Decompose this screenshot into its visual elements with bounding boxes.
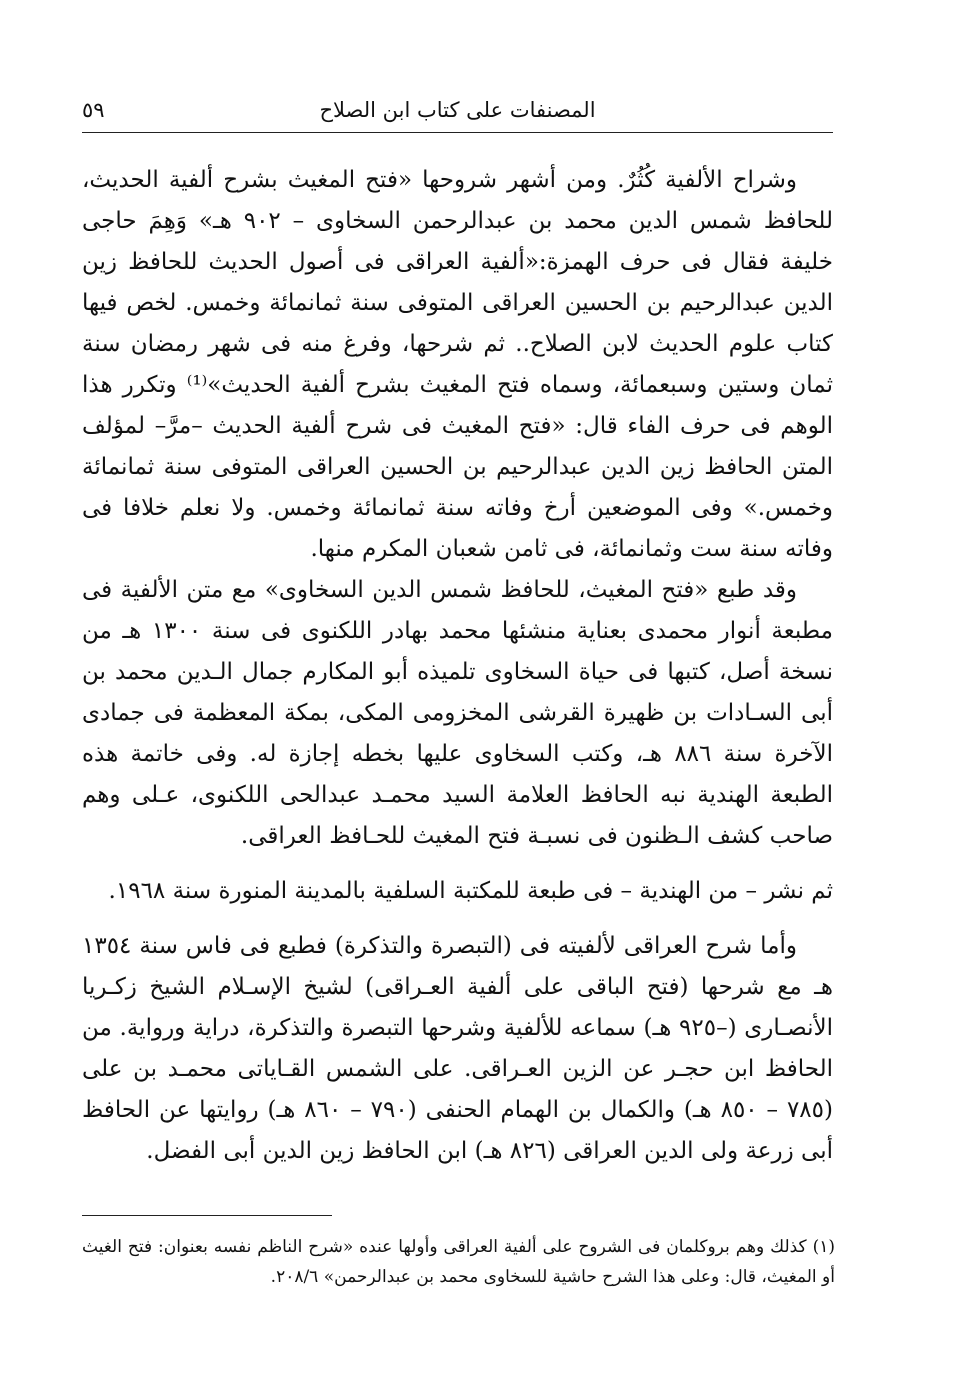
main-text — [82, 160, 833, 1172]
footnotes — [82, 1232, 835, 1292]
page-number: ٥٩ — [82, 98, 105, 122]
paragraph: ثم نشر – من الهندية – فى طبعة للمكتبة السلفية بالمدينة المنورة سنة ١٩٦٨. — [108, 878, 833, 904]
footnote: (١) كذلك وهم بروكلمان فى الشروح على ألفية العراقى وأولها عنده «شرح الناظم نفسه بعنوان: فتح الغيث أو المغيث، قال: وعلى هذا الشرح حاشية للسخاوى محمد بن عبدالرحمن» ٢٠٨/٦. — [82, 1237, 835, 1287]
footnote-rule — [82, 1215, 332, 1216]
paragraph: وقد طبع «فتح المغيث، للحافظ شمس الدين السخاوى» مع متن الألفية فى مطبعة أنوار محمدى بعناية منشئها محمد بهادر اللكنوى فى سنة ١٣٠٠ هـ من نسخة أصل، كتبها فى حياة السخاوى تلميذه أبو المكارم جمال الـدين محمد بن أبى السـادات بن ظهيرة القرشى المخزومى المكى، بمكة المعظمة فى جمادى الآخرة سنة ٨٨٦ هـ، وكتب السخاوى عليها بخطه إجازة له. وفى خاتمة هذه الطبعة الهندية نبه الحافظ العلامة السيد محمـد عبدالحى اللكنوى، عـلى وهم صاحب كشف الـظنون فى نسبـة فتح المغيث للحـافظ العراقى. — [82, 577, 833, 849]
running-title: المصنفات على كتاب ابن الصلاح — [319, 98, 596, 122]
paragraph: وأما شرح العراقى لألفيته فى (التبصرة والتذكرة) فطبع فى فاس سنة ١٣٥٤ هـ مع شرحها (فتح الباقى على ألفية العـراقى) لشيخ الإسـلام الشيخ زكـريا الأنصـارى (–٩٢٥ هـ) سماعه للألفية وشرحها التبصرة والتذكرة، دراية ورواية. من الحافظ ابن حجـر عن الزين العـراقى. على الشمس القـاياتى محمـد بن على (٧٨٥ – ٨٥٠ هـ) والكمال بن الهمام الحنفى (٧٩٠ – ٨٦٠ هـ) روايتها عن الحافظ أبى زرعة ولى الدين العراقى (٨٢٦ هـ) ابن الحافظ زين الدين أبى الفضل. — [82, 933, 833, 1164]
paragraph: وشراح الألفية كُثُرٌ. ومن أشهر شروحها «فتح المغيث بشرح ألفية الحديث، للحافظ شمس الدين محمد بن عبدالرحمن السخاوى – ٩٠٢ هـ» وَهِمَ حاجى خليفة فقال فى حرف الهمزة:«ألفية العراقى فى أصول الحديث للحافظ زين الدين عبدالرحيم بن الحسين العراقى المتوفى سنة ثمانمائة وخمس. لخص فيها كتاب علوم الحديث لابن الصلاح.. ثم شرحها، وفرغ منه فى شهر رمضان سنة ثمان وستين وسبعمائة، وسماه فتح المغيث بشرح ألفية الحديث»⁽¹⁾ وتكرر هذا الوهم فى حرف الفاء قال: «فتح المغيث فى شرح ألفية الحديث –مرَّ– لمؤلف المتن الحافظ زين الدين عبدالرحيم بن الحسين العراقى المتوفى سنة ثمانمائة وخمس.» وفى الموضعين أرخ وفاته سنة ثمانمائة وخمس. ولا نعلم خلافا فى وفاته سنة ست وثمانمائة، فى ثامن شعبان المكرم منها. — [82, 167, 834, 562]
page-header — [82, 92, 833, 128]
header-rule — [82, 132, 833, 133]
